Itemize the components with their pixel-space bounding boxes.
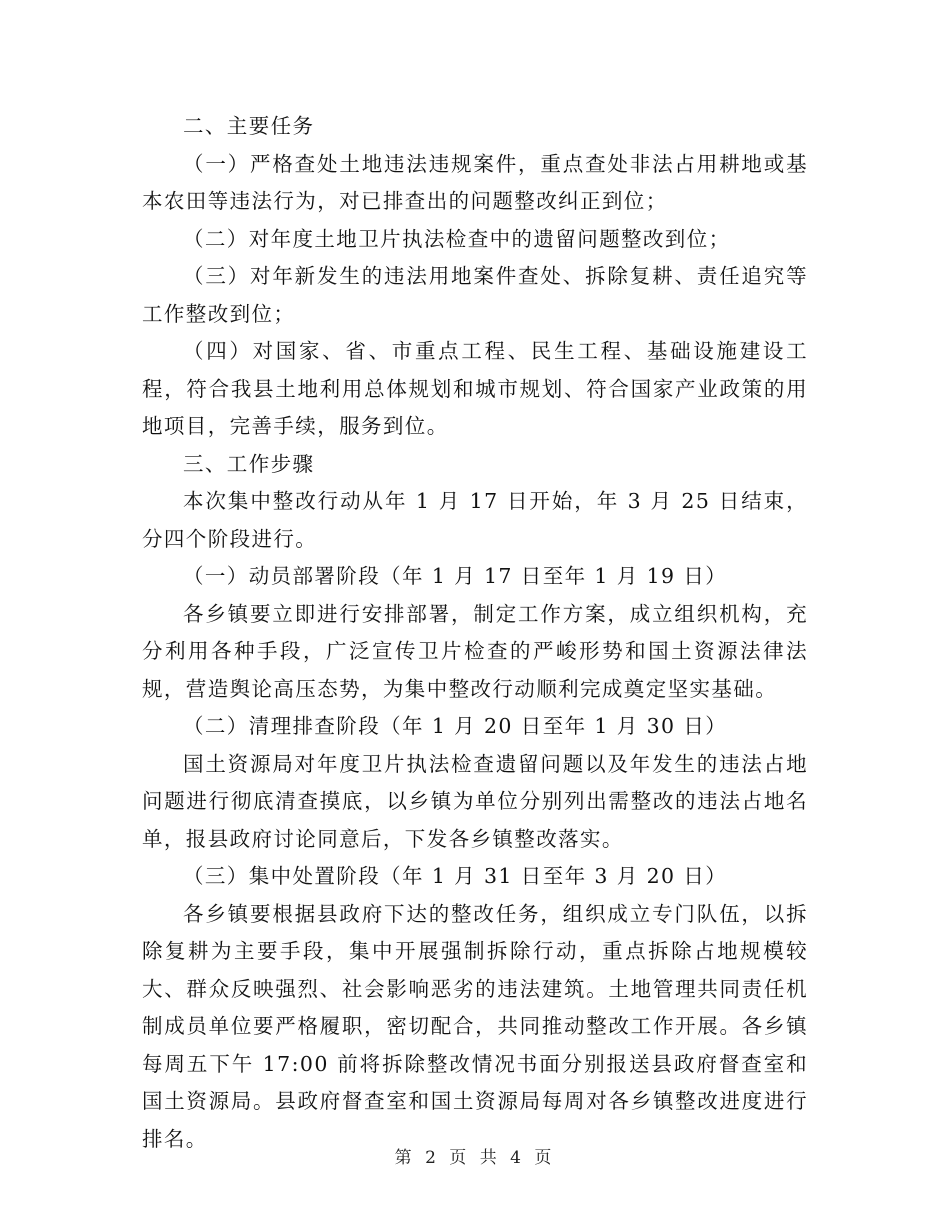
stage-body-1: 各乡镇要立即进行安排部署，制定工作方案，成立组织机构，充分利用各种手段，广泛宣传卫片检查的严峻形势和国土资源法律法规，营造舆论高压态势，为集中整改行动顺利完成奠定坚实基础。 xyxy=(142,601,808,701)
task-item-2: （二）对年度土地卫片执法检查中的遗留问题整改到位； xyxy=(183,226,731,251)
task-item-3: （三）对年新发生的违法用地案件查处、拆除复耕、责任追究等工作整改到位； xyxy=(142,264,808,326)
stage-body-2: 国土资源局对年度卫片执法检查遗留问题以及年发生的违法占地问题进行彻底清查摸底，以乡镇为单位分别列出需整改的违法占地名单，报县政府讨论同意后，下发各乡镇整改落实。 xyxy=(142,751,808,851)
task-item-1: （一）严格查处土地违法违规案件，重点查处非法占用耕地或基本农田等违法行为，对已排查出的问题整改纠正到位； xyxy=(142,151,808,213)
task-item-4: （四）对国家、省、市重点工程、民生工程、基础设施建设工程，符合我县土地利用总体规划和城市规划、符合国家产业政策的用地项目，完善手续，服务到位。 xyxy=(142,339,808,438)
page-number-footer: 第 2 页 共 4 页 xyxy=(394,1148,556,1168)
stage-heading-1: （一）动员部署阶段（年 1 月 17 日至年 1 月 19 日） xyxy=(183,564,728,588)
document-body xyxy=(142,108,808,1158)
stage-heading-2: （二）清理排查阶段（年 1 月 20 日至年 1 月 30 日） xyxy=(183,714,728,738)
stage-heading-3: （三）集中处置阶段（年 1 月 31 日至年 3 月 20 日） xyxy=(183,864,728,888)
work-steps-intro: 本次集中整改行动从年 1 月 17 日开始，年 3 月 25 日结束，分四个阶段进行。 xyxy=(142,489,808,551)
section-heading-main-tasks: 二、主要任务 xyxy=(183,114,315,138)
section-heading-work-steps: 三、工作步骤 xyxy=(183,451,315,476)
stage-body-3: 各乡镇要根据县政府下达的整改任务，组织成立专门队伍，以拆除复耕为主要手段，集中开展强制拆除行动，重点拆除占地规模较大、群众反映强烈、社会影响恶劣的违法建筑。土地管理共同责任机制成员单位要严格履职，密切配合，共同推动整改工作开展。各乡镇每周五下午 17:00 前将拆除整改情况书面分别报送县政府督查室和国土资源局。县政府督查室和国土资源局每周对各乡镇整改进度进行排名。 xyxy=(142,901,808,1151)
